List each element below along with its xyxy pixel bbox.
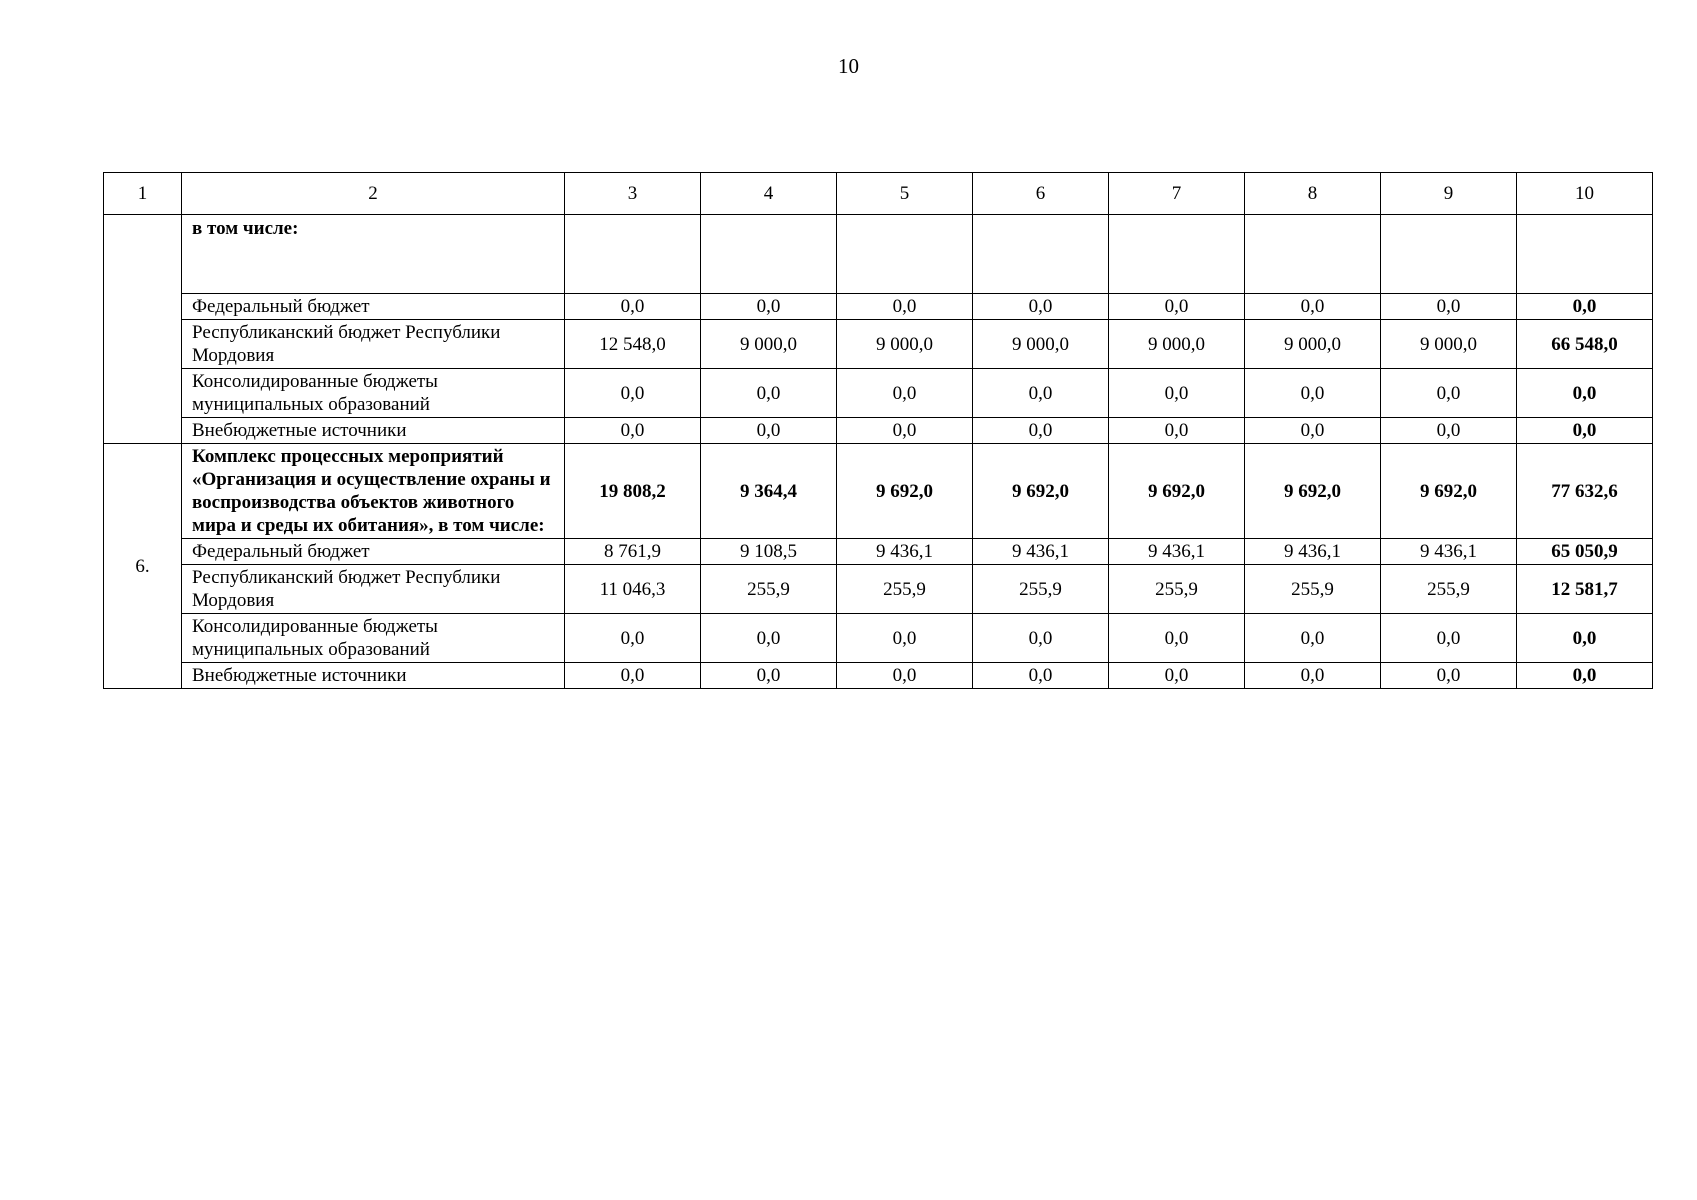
page-number: 10 xyxy=(838,54,859,78)
value-cell: 9 692,0 xyxy=(837,444,973,539)
table-row xyxy=(104,444,1653,539)
subtotal-intro-label: в том числе: xyxy=(182,215,565,294)
value-cell: 255,9 xyxy=(701,565,837,614)
table-row xyxy=(104,565,1653,614)
column-number-cell: 1 xyxy=(104,173,182,215)
value-cell: 9 000,0 xyxy=(701,320,837,369)
empty-cell xyxy=(1245,215,1381,294)
table-body xyxy=(104,173,1653,689)
source-label: Республиканский бюджет Республики Мордовия xyxy=(182,565,565,614)
row-number-cell: 6. xyxy=(104,444,182,689)
table-row xyxy=(104,369,1653,418)
table-row xyxy=(104,294,1653,320)
value-cell: 0,0 xyxy=(701,294,837,320)
value-cell: 9 436,1 xyxy=(1109,539,1245,565)
value-cell: 0,0 xyxy=(973,418,1109,444)
value-cell: 9 108,5 xyxy=(701,539,837,565)
column-number-cell: 7 xyxy=(1109,173,1245,215)
value-cell: 9 692,0 xyxy=(1245,444,1381,539)
total-cell: 0,0 xyxy=(1517,663,1653,689)
value-cell: 9 692,0 xyxy=(973,444,1109,539)
value-cell: 19 808,2 xyxy=(565,444,701,539)
value-cell: 0,0 xyxy=(1109,294,1245,320)
value-cell: 0,0 xyxy=(973,369,1109,418)
value-cell: 0,0 xyxy=(1245,294,1381,320)
value-cell: 0,0 xyxy=(1109,418,1245,444)
empty-cell xyxy=(565,215,701,294)
table-row xyxy=(104,418,1653,444)
column-number-cell: 2 xyxy=(182,173,565,215)
value-cell: 0,0 xyxy=(1109,369,1245,418)
value-cell: 9 436,1 xyxy=(1245,539,1381,565)
value-cell: 9 000,0 xyxy=(1109,320,1245,369)
total-cell: 66 548,0 xyxy=(1517,320,1653,369)
empty-cell xyxy=(1109,215,1245,294)
source-label: Консолидированные бюджеты муниципальных образований xyxy=(182,614,565,663)
total-cell: 65 050,9 xyxy=(1517,539,1653,565)
empty-cell xyxy=(973,215,1109,294)
value-cell: 0,0 xyxy=(1245,369,1381,418)
total-cell: 0,0 xyxy=(1517,369,1653,418)
column-number-cell: 4 xyxy=(701,173,837,215)
table-row xyxy=(104,320,1653,369)
value-cell: 9 000,0 xyxy=(1381,320,1517,369)
value-cell: 0,0 xyxy=(565,369,701,418)
column-number-cell: 10 xyxy=(1517,173,1653,215)
value-cell: 9 692,0 xyxy=(1109,444,1245,539)
column-number-cell: 8 xyxy=(1245,173,1381,215)
value-cell: 9 436,1 xyxy=(973,539,1109,565)
total-cell: 0,0 xyxy=(1517,614,1653,663)
value-cell: 9 692,0 xyxy=(1381,444,1517,539)
value-cell: 0,0 xyxy=(701,663,837,689)
value-cell: 9 436,1 xyxy=(1381,539,1517,565)
empty-cell xyxy=(1381,215,1517,294)
empty-cell xyxy=(701,215,837,294)
value-cell: 0,0 xyxy=(1381,614,1517,663)
value-cell: 0,0 xyxy=(1109,614,1245,663)
source-label: Федеральный бюджет xyxy=(182,294,565,320)
value-cell: 0,0 xyxy=(701,369,837,418)
row-number-cell xyxy=(104,215,182,444)
column-number-cell: 3 xyxy=(565,173,701,215)
value-cell: 0,0 xyxy=(701,614,837,663)
value-cell: 0,0 xyxy=(837,418,973,444)
value-cell: 0,0 xyxy=(1245,663,1381,689)
value-cell: 0,0 xyxy=(701,418,837,444)
value-cell: 9 364,4 xyxy=(701,444,837,539)
total-cell: 0,0 xyxy=(1517,294,1653,320)
value-cell: 8 761,9 xyxy=(565,539,701,565)
table-row xyxy=(104,539,1653,565)
column-number-cell: 5 xyxy=(837,173,973,215)
table-row xyxy=(104,663,1653,689)
value-cell: 12 548,0 xyxy=(565,320,701,369)
value-cell: 255,9 xyxy=(1109,565,1245,614)
source-label: Консолидированные бюджеты муниципальных образований xyxy=(182,369,565,418)
value-cell: 255,9 xyxy=(973,565,1109,614)
value-cell: 0,0 xyxy=(565,663,701,689)
program-title-label: Комплекс процессных мероприятий «Организация и осуществление охраны и воспроизводства объектов животного мира и среды их обитания», в том числе: xyxy=(182,444,565,539)
value-cell: 255,9 xyxy=(837,565,973,614)
value-cell: 255,9 xyxy=(1381,565,1517,614)
value-cell: 0,0 xyxy=(565,294,701,320)
total-cell: 0,0 xyxy=(1517,418,1653,444)
value-cell: 9 436,1 xyxy=(837,539,973,565)
empty-cell xyxy=(1517,215,1653,294)
value-cell: 9 000,0 xyxy=(973,320,1109,369)
value-cell: 0,0 xyxy=(837,369,973,418)
value-cell: 0,0 xyxy=(837,614,973,663)
source-label: Федеральный бюджет xyxy=(182,539,565,565)
value-cell: 0,0 xyxy=(1381,369,1517,418)
value-cell: 255,9 xyxy=(1245,565,1381,614)
total-cell: 12 581,7 xyxy=(1517,565,1653,614)
value-cell: 9 000,0 xyxy=(1245,320,1381,369)
value-cell: 0,0 xyxy=(565,418,701,444)
table-row xyxy=(104,215,1653,294)
column-number-cell: 9 xyxy=(1381,173,1517,215)
value-cell: 0,0 xyxy=(973,663,1109,689)
value-cell: 0,0 xyxy=(1245,418,1381,444)
value-cell: 0,0 xyxy=(973,614,1109,663)
value-cell: 0,0 xyxy=(1381,294,1517,320)
value-cell: 0,0 xyxy=(1381,418,1517,444)
value-cell: 11 046,3 xyxy=(565,565,701,614)
column-number-cell: 6 xyxy=(973,173,1109,215)
value-cell: 0,0 xyxy=(837,294,973,320)
table-row xyxy=(104,614,1653,663)
value-cell: 9 000,0 xyxy=(837,320,973,369)
value-cell: 0,0 xyxy=(837,663,973,689)
value-cell: 0,0 xyxy=(565,614,701,663)
source-label: Внебюджетные источники xyxy=(182,418,565,444)
budget-table xyxy=(103,172,1653,689)
total-cell: 77 632,6 xyxy=(1517,444,1653,539)
empty-cell xyxy=(837,215,973,294)
header-row xyxy=(104,173,1653,215)
value-cell: 0,0 xyxy=(973,294,1109,320)
source-label: Внебюджетные источники xyxy=(182,663,565,689)
value-cell: 0,0 xyxy=(1245,614,1381,663)
value-cell: 0,0 xyxy=(1109,663,1245,689)
source-label: Республиканский бюджет Республики Мордовия xyxy=(182,320,565,369)
value-cell: 0,0 xyxy=(1381,663,1517,689)
